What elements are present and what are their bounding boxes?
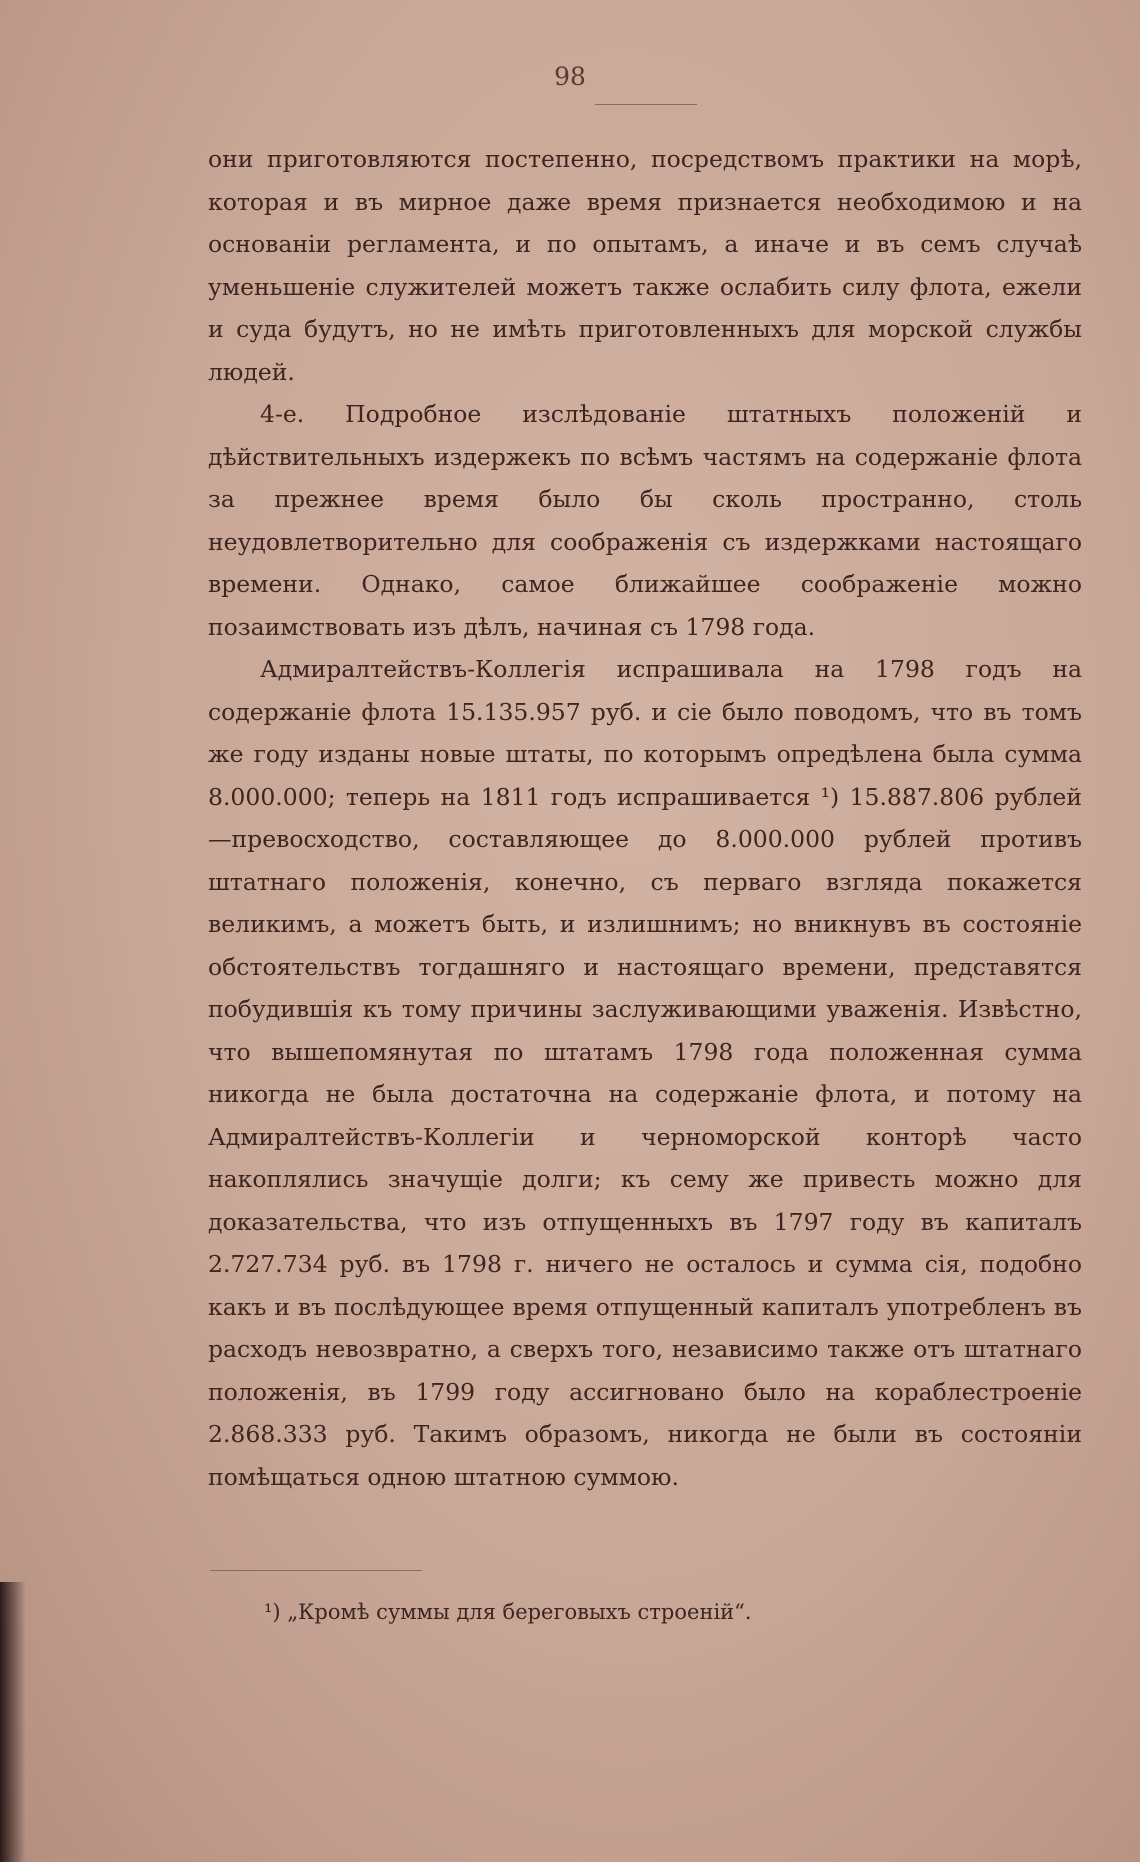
page-edge-shadow: [0, 1582, 26, 1862]
paragraph-point-4: 4-е. Подробное изслѣдованіе штатныхъ положеній и дѣйствительныхъ издержекъ по всѣмъ частямъ на содержаніе флота за прежнее время было бы сколь пространно, столь неудовлетворительно для соображенія съ издержками настоящаго времени. Однако, самое ближайшее соображеніе можно позаимствовать изъ дѣлъ, начиная съ 1798 года.: [208, 400, 1082, 641]
page-number: 98: [554, 62, 586, 91]
footnote: ¹) „Кромѣ суммы для береговыхъ строеній“.: [264, 1600, 752, 1624]
page-number-rule: [595, 104, 697, 105]
footnote-rule: [210, 1570, 422, 1571]
paragraph-continuation: они приготовляются постепенно, посредствомъ практики на морѣ, которая и въ мирное даже время признается необходимою и на основаніи регламента, и по опытамъ, а иначе и въ семъ случаѣ уменьшеніе служителей можетъ также ослабить силу флота, ежели и суда будутъ, но не имѣть приготовленныхъ для морской службы людей.: [208, 145, 1082, 386]
paragraph-admiralty-budget: Адмиралтействъ-Коллегія испрашивала на 1798 годъ на содержаніе флота 15.135.957 руб. и сіе было поводомъ, что въ томъ же году изданы новые штаты, по которымъ опредѣлена была сумма 8.000.000; теперь на 1811 годъ испрашивается ¹) 15.887.806 рублей—превосходство, составляющее до 8.000.000 рублей противъ штатнаго положенія, конечно, съ перваго взгляда покажется великимъ, а можетъ быть, и излишнимъ; но вникнувъ въ состояніе обстоятельствъ тогдашняго и настоящаго времени, представятся побудившія къ тому причины заслуживающими уваженія. Извѣстно, что вышепомянутая по штатамъ 1798 года положенная сумма никогда не была достаточна на содержаніе флота, и потому на Адмиралтействъ-Коллегіи и черноморской конторѣ часто накоплялись значущіе долги; къ сему же привесть можно для доказательства, что изъ отпущенныхъ въ 1797 году въ капиталъ 2.727.734 руб. въ 1798 г. ничего не осталось и сумма сія, подобно какъ и въ послѣдующее время отпущенный капиталъ употребленъ въ расходъ невозвратно, а сверхъ того, независимо также отъ штатнаго положенія, въ 1799 году ассигновано было на кораблестроеніе 2.868.333 руб. Такимъ образомъ, никогда не были въ состояніи помѣщаться одною штатною суммою.: [208, 655, 1082, 1491]
body-text: [208, 138, 1082, 1498]
